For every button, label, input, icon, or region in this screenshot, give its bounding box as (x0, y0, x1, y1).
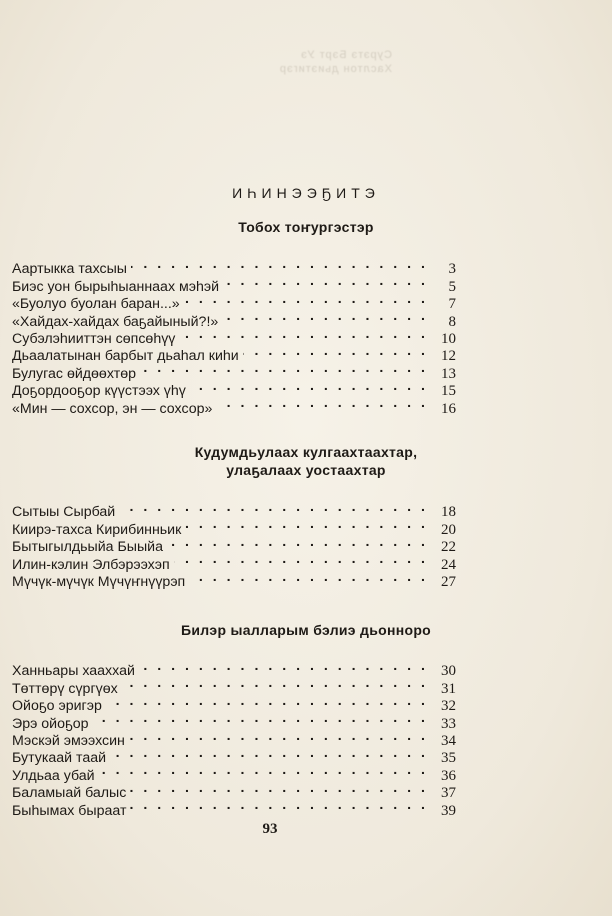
section-heading: Тобох тоҥургэстэр (238, 219, 374, 235)
dot-leader (131, 256, 428, 273)
entry-title: Дьаалатынан барбыт дьаһал киһи (12, 348, 239, 365)
entry-title: Субэлэһииттэн сөпсөһүү (12, 330, 176, 347)
dot-leader (139, 658, 428, 675)
dot-leader (216, 395, 428, 412)
dot-leader (130, 780, 428, 797)
entry-page: 24 (441, 556, 456, 573)
entry-title: Биэс уон бырыһыаннаах мэһэй (12, 278, 220, 295)
entry-page: 8 (448, 313, 456, 330)
contents-title: ИҺИНЭЭҔИТЭ (232, 185, 380, 201)
dot-leader (190, 378, 428, 395)
entry-page: 3 (448, 261, 456, 278)
dot-leader (99, 762, 428, 779)
dot-leader (174, 551, 428, 568)
entry-page: 34 (441, 732, 456, 749)
dot-leader (222, 308, 428, 325)
entry-page: 31 (441, 680, 456, 697)
dot-leader (189, 569, 428, 586)
entry-page: 36 (441, 767, 456, 784)
entry-page: 15 (441, 383, 456, 400)
dot-leader (119, 499, 428, 516)
entry-page: 37 (441, 785, 456, 802)
dot-leader (122, 675, 428, 692)
toc-list (12, 499, 456, 590)
entry-page: 13 (441, 365, 456, 382)
entry-page: 16 (441, 400, 456, 417)
bleed-through-text: Сурэтэ Бэрт Уэ Хаслтон дьиэтигэр (278, 49, 392, 75)
entry-title: Булугас өйдөөхтөр (12, 365, 137, 382)
entry-title: Улдьаа убай (12, 767, 95, 784)
entry-page: 5 (448, 278, 456, 295)
entry-page: 18 (441, 504, 456, 521)
dot-leader (140, 360, 428, 377)
entry-title: Аартыкка тахсыы (12, 261, 127, 278)
entry-title: Сытыы Сырбай (12, 504, 116, 521)
toc-entry (12, 256, 456, 278)
dot-leader (110, 745, 428, 762)
entry-title: «Мин — сохсор, эн — сохсор» (12, 400, 213, 417)
toc-list (12, 256, 456, 417)
entry-title: Мэскэй эмээхсин (12, 732, 125, 749)
entry-page: 27 (441, 573, 456, 590)
dot-leader (184, 291, 428, 308)
entry-page: 7 (448, 296, 456, 313)
entry-page: 33 (441, 715, 456, 732)
entry-page: 35 (441, 750, 456, 767)
dot-leader (93, 710, 428, 727)
entry-page: 22 (441, 539, 456, 556)
dot-leader (179, 326, 428, 343)
dot-leader (129, 728, 428, 745)
dot-leader (167, 534, 428, 551)
entry-title: Киирэ-тахса Кирибинньик (12, 521, 182, 538)
entry-title: «Хайдах-хайдах баҕайыный?!» (12, 313, 219, 330)
entry-title: Эрэ ойоҕор (12, 715, 89, 732)
entry-title: Ойоҕо эригэр (12, 698, 102, 715)
entry-page: 39 (441, 802, 456, 819)
toc-entry (12, 658, 456, 680)
entry-title: Төттөрү сүргүөх (12, 680, 118, 697)
toc-list (12, 658, 456, 819)
entry-title: Бутукаай таай (12, 750, 107, 767)
entry-title: Доҕордооҕор күүстээх үһү (12, 383, 186, 400)
section-heading: Билэр ыалларым бэлиэ дьонноро (180, 622, 432, 638)
section-heading: Кудумдьулаах кулгаахтаахтар, улаҕалаах уостаахтар (194, 444, 418, 478)
toc-entry (12, 499, 456, 521)
entry-title: Ханньары хааххай (12, 663, 135, 680)
entry-title: «Буолуо буолан баран...» (12, 296, 180, 313)
entry-page: 10 (441, 330, 456, 347)
dot-leader (185, 516, 428, 533)
entry-page: 30 (441, 663, 456, 680)
entry-page: 32 (441, 698, 456, 715)
entry-title: Быһымах быраат (12, 802, 127, 819)
entry-title: Баламыай балыс (12, 785, 127, 802)
page-number: 93 (262, 821, 278, 837)
entry-title: Бытыгылдьыйа Быыйа (12, 539, 163, 556)
entry-title: Мүчүк-мүчүк Мүчүҥнүүрэп (12, 573, 186, 590)
dot-leader (106, 693, 428, 710)
entry-title: Илин-кэлин Элбэрээхэп (12, 556, 170, 573)
dot-leader (223, 273, 428, 290)
dot-leader (130, 797, 428, 814)
entry-page: 12 (441, 348, 456, 365)
dot-leader (243, 343, 428, 360)
entry-page: 20 (441, 521, 456, 538)
